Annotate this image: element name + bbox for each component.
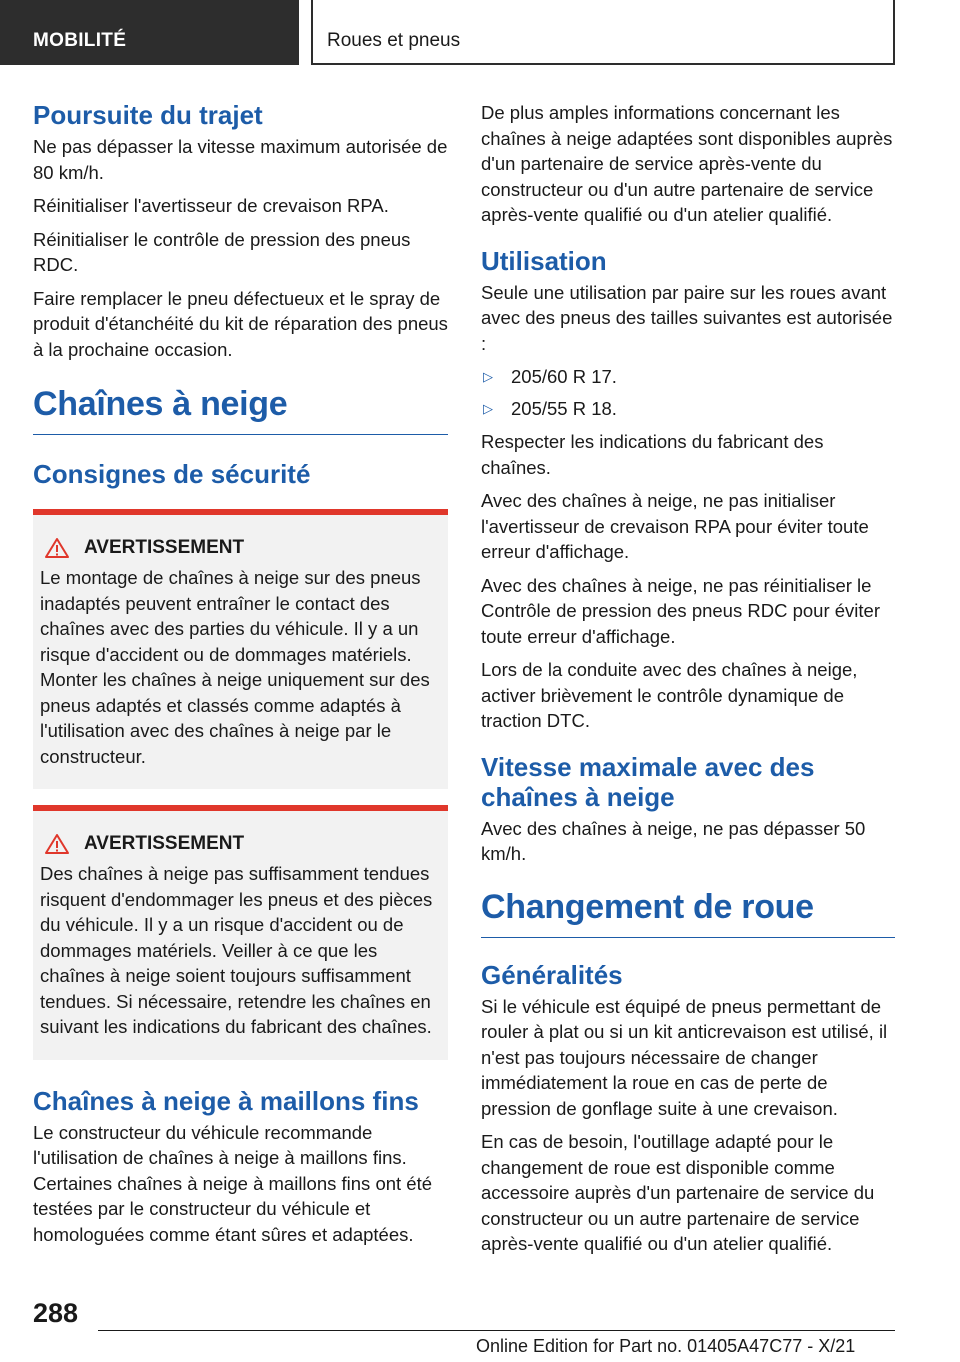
footer-edition: Online Edition for Part no. 01405A47C77 - X/21 xyxy=(476,1336,856,1356)
generalites-heading: Généralités xyxy=(481,959,623,990)
chaines-heading: Chaînes à neige xyxy=(33,384,448,435)
triangle-bullet-icon: ▷ xyxy=(483,369,493,384)
maillons-paragraph: Le constructeur du véhicule recommande l'utilisation de chaînes à neige à maillons fins. Certaines chaînes à neige à maillons fins ont été testées par le constructeur du véhicule et homologuées comme étant sûres et adaptées. xyxy=(33,1121,433,1245)
poursuite-paragraph-1: Ne pas dépasser la vitesse maximum autorisée de 80 km/h. xyxy=(33,136,448,183)
utilisation-paragraph-2: Respecter les indications du fabricant des chaînes. xyxy=(481,431,824,478)
footer-divider xyxy=(98,1330,895,1331)
consignes-heading: Consignes de sécurité xyxy=(33,459,311,489)
warning-triangle-icon xyxy=(44,833,70,855)
tire-size-list xyxy=(481,364,895,421)
warning-triangle-icon xyxy=(44,537,70,559)
vitesse-heading: Vitesse maximale avec des chaînes à neige xyxy=(481,751,815,812)
utilisation-paragraph-5: Lors de la conduite avec des chaînes à neige, activer brièvement le contrôle dynamique de traction DTC. xyxy=(481,659,858,731)
warning-label-1: AVERTISSEMENT xyxy=(84,537,245,558)
poursuite-paragraph-4: Faire remplacer le pneu défectueux et le spray de produit d'étanchéité du kit de réparation des pneus à la prochaine occasion. xyxy=(33,287,448,360)
list-item xyxy=(481,364,895,390)
tire-size-2: 205/55 R 18. xyxy=(511,397,617,419)
warning-text-2: Des chaînes à neige pas suffisamment tendues risquent d'endommager les pneus et des pièces du véhicule. Il y a un risque d'accident ou de dommages matériels. Veiller à ce que les chaînes à neige soient toujours suffisamment tendues. Si nécessaire, retendre les chaînes en suivant les indications du fabricant des chaînes. xyxy=(40,863,433,1037)
chapter-tab: Roues et pneus xyxy=(311,0,895,65)
triangle-bullet-icon: ▷ xyxy=(483,400,493,416)
utilisation-heading: Utilisation xyxy=(481,245,607,276)
warning-label-2: AVERTISSEMENT xyxy=(84,833,245,854)
intro-paragraph: De plus amples informations concernant les chaînes à neige adaptées sont disponibles auprès d'un partenaire de service après-vente du constructeur ou d'un autre partenaire de service après-vente qualifié ou d'un atelier qualifié. xyxy=(481,102,893,225)
changement-heading: Changement de roue xyxy=(481,887,895,938)
poursuite-paragraph-3: Réinitialiser le contrôle de pression des pneus RDC. xyxy=(33,228,411,275)
section-tab: MOBILITÉ xyxy=(0,0,299,65)
generalites-paragraph-2: En cas de besoin, l'outillage adapté pour le changement de roue est disponible comme accessoire auprès d'un partenaire de service du constructeur ou un autre partenaire de service après-vente qualifié ou d'un atelier qualifié. xyxy=(481,1131,875,1254)
utilisation-paragraph-4: Avec des chaînes à neige, ne pas réinitialiser le Contrôle de pression des pneus RDC pour éviter toute erreur d'affichage. xyxy=(481,574,880,647)
left-column xyxy=(33,100,448,1255)
poursuite-paragraph-2: Réinitialiser l'avertisseur de crevaison RPA. xyxy=(33,195,389,216)
warning-title-1 xyxy=(44,537,440,559)
warning-box-2 xyxy=(33,805,448,1060)
maillons-heading: Chaînes à neige à maillons fins xyxy=(33,1085,419,1116)
list-item xyxy=(481,396,895,422)
warning-title-2 xyxy=(44,833,440,855)
page-header xyxy=(0,0,960,66)
warning-box-1 xyxy=(33,509,448,789)
poursuite-heading: Poursuite du trajet xyxy=(33,100,263,130)
utilisation-paragraph-3: Avec des chaînes à neige, ne pas initialiser l'avertisseur de crevaison RPA pour éviter toute erreur d'affichage. xyxy=(481,490,869,562)
warning-text-1: Le montage de chaînes à neige sur des pneus inadaptés peuvent entraîner le contact des chaînes avec des parties du véhicule. Il y a un risque d'accident ou de dommages matériels. Monter les chaînes à neige uniquement sur des pneus adaptés et classés comme adaptés à l'utilisation avec des chaînes à neige par le constructeur. xyxy=(40,567,430,767)
page-number: 288 xyxy=(33,1298,79,1328)
vitesse-paragraph: Avec des chaînes à neige, ne pas dépasser 50 km/h. xyxy=(481,817,866,864)
tire-size-1: 205/60 R 17. xyxy=(511,366,617,387)
generalites-paragraph-1: Si le véhicule est équipé de pneus permettant de rouler à plat ou si un kit anticrevaison est utilisé, il n'est pas toujours nécessaire de changer immédiatement la roue en cas de perte de pression de gonflage suite à une crevaison. xyxy=(481,995,888,1119)
utilisation-paragraph: Seule une utilisation par paire sur les roues avant avec des pneus des tailles suivantes est autorisée : xyxy=(481,281,893,354)
right-column xyxy=(481,100,895,1265)
